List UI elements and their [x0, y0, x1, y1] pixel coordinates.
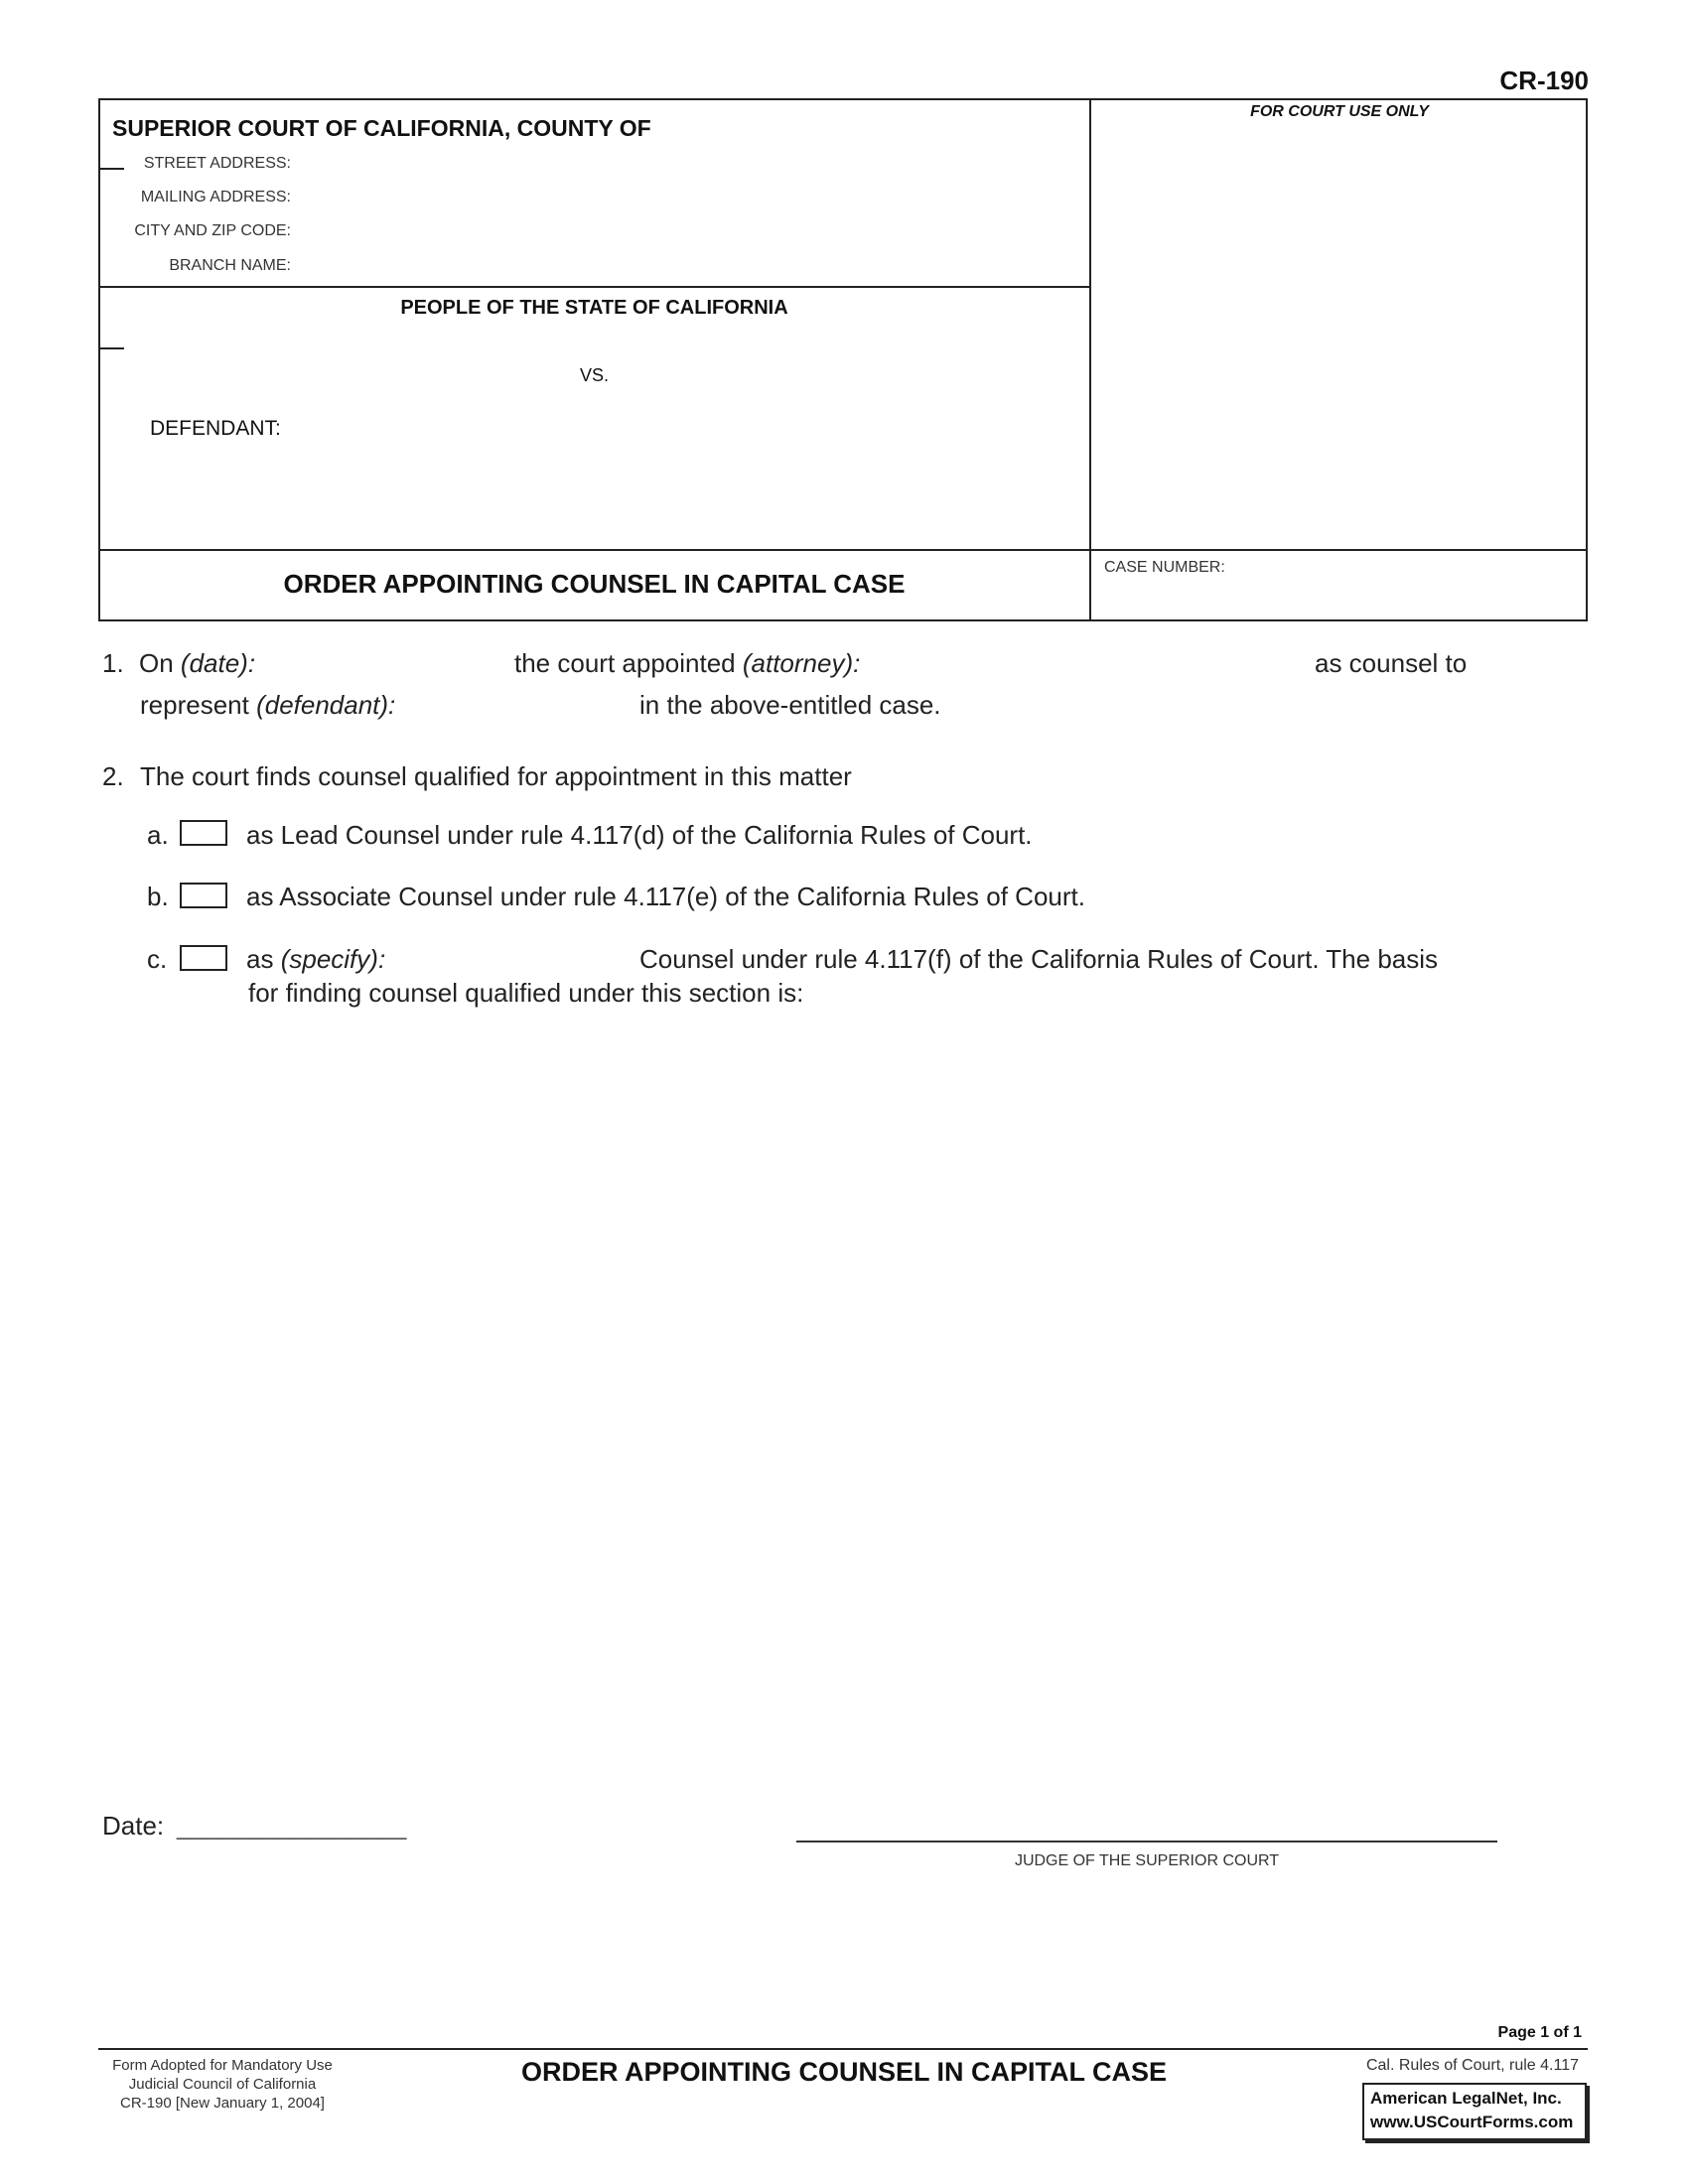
legalnet-url: www.USCourtForms.com	[1370, 2113, 1574, 2131]
caption-box	[98, 98, 1588, 621]
case-number-label: CASE NUMBER:	[1104, 559, 1225, 576]
option-c-text2: for finding counsel qualified under this section is:	[248, 978, 804, 1008]
fold-mark	[100, 347, 124, 349]
item1-represent: represent	[140, 690, 249, 720]
page-number: Page 1 of 1	[1497, 2024, 1582, 2041]
associate-counsel-checkbox[interactable]	[180, 883, 227, 908]
other-counsel-checkbox[interactable]	[180, 945, 227, 971]
adoption-line-1: Form Adopted for Mandatory Use	[112, 2057, 333, 2074]
item1-above-entitled: in the above-entitled case.	[639, 690, 941, 720]
item1-court-appointed: the court appointed	[514, 648, 736, 678]
option-c-text: Counsel under rule 4.117(f) of the California Rules of Court. The basis	[639, 944, 1439, 974]
option-c-specify-label: (specify):	[280, 944, 386, 974]
form-title: ORDER APPOINTING COUNSEL IN CAPITAL CASE	[283, 569, 906, 599]
city-zip-label: CITY AND ZIP CODE:	[134, 222, 291, 239]
item1-number: 1.	[102, 648, 124, 678]
option-c-as: as	[246, 944, 274, 974]
caption-column-divider	[1089, 98, 1091, 621]
item1-on: On	[139, 648, 174, 678]
versus-label: VS.	[579, 365, 609, 385]
item2-number: 2.	[102, 761, 124, 791]
defendant-label: DEFENDANT:	[150, 417, 281, 440]
form-number: CR-190	[1499, 66, 1589, 95]
street-address-label: STREET ADDRESS:	[143, 155, 291, 172]
footer-rule	[98, 2048, 1588, 2050]
people-caption: PEOPLE OF THE STATE OF CALIFORNIA	[400, 297, 788, 319]
item1-attorney-label: (attorney):	[742, 648, 861, 678]
judge-label: JUDGE OF THE SUPERIOR COURT	[1014, 1852, 1280, 1869]
legalnet-name: American LegalNet, Inc.	[1370, 2089, 1562, 2108]
option-a-text: as Lead Counsel under rule 4.117(d) of the California Rules of Court.	[246, 820, 1033, 850]
option-a-letter: a.	[147, 820, 169, 850]
item1-defendant-label: (defendant):	[256, 690, 396, 720]
date-line[interactable]: ________________	[177, 1811, 407, 1841]
caption-row-divider	[98, 286, 1090, 288]
judge-signature-line[interactable]	[796, 1841, 1497, 1843]
legalnet-stamp	[1362, 2083, 1587, 2140]
item2-text: The court finds counsel qualified for appointment in this matter	[140, 761, 852, 791]
item1-as-counsel-to: as counsel to	[1315, 648, 1468, 678]
court-title: SUPERIOR COURT OF CALIFORNIA, COUNTY OF	[112, 115, 651, 141]
caption-title-divider	[98, 549, 1588, 551]
item1-date-label: (date):	[180, 648, 256, 678]
option-b-text: as Associate Counsel under rule 4.117(e) of the California Rules of Court.	[246, 882, 1085, 911]
branch-name-label: BRANCH NAME:	[169, 257, 291, 274]
option-b-letter: b.	[147, 882, 169, 911]
lead-counsel-checkbox[interactable]	[180, 820, 227, 846]
adoption-line-2: Judicial Council of California	[128, 2076, 317, 2093]
footer-title: ORDER APPOINTING COUNSEL IN CAPITAL CASE	[520, 2057, 1168, 2087]
adoption-line-3: CR-190 [New January 1, 2004]	[120, 2095, 325, 2112]
mailing-address-label: MAILING ADDRESS:	[140, 189, 291, 205]
rule-reference: Cal. Rules of Court, rule 4.117	[1365, 2057, 1579, 2074]
option-c-letter: c.	[147, 944, 168, 974]
court-use-label: FOR COURT USE ONLY	[1250, 103, 1429, 120]
date-label: Date:	[102, 1811, 165, 1841]
